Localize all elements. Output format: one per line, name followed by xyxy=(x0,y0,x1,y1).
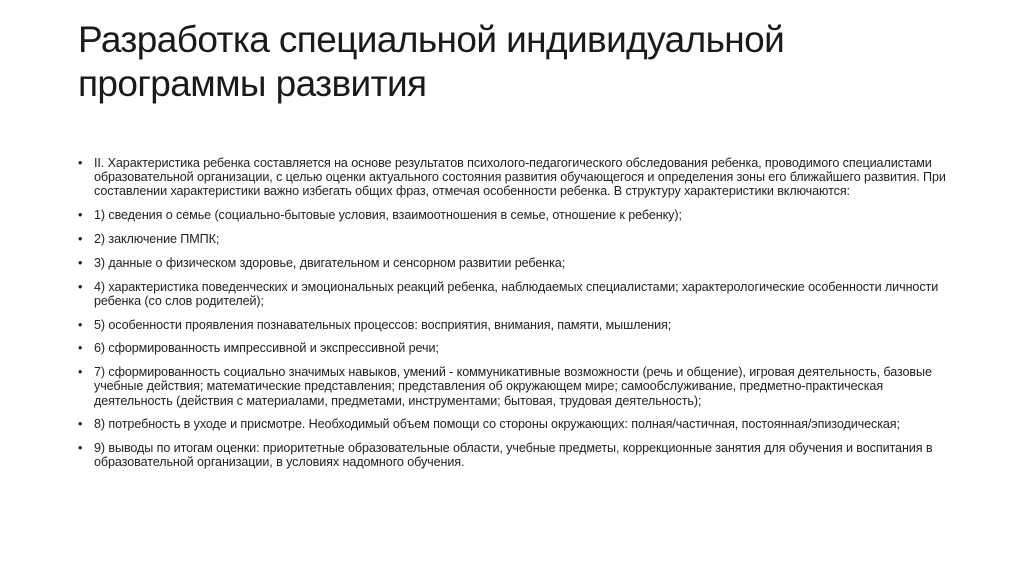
list-item-text: 4) характеристика поведенческих и эмоциональных реакций ребенка, наблюдаемых специалистами; характерологические особенности личности ребенка (со слов родителей); xyxy=(94,279,939,308)
list-item-text: 3) данные о физическом здоровье, двигательном и сенсорном развитии ребенка; xyxy=(94,255,566,270)
list-item xyxy=(78,341,948,355)
list-item xyxy=(78,318,948,332)
list-item-text: II. Характеристика ребенка составляется на основе результатов психолого-педагогического обследования ребенка, проводимого специалистами образовательной организации, с целью оценки актуального состояния развития обучающегося и определения зоны его ближайшего развития. При составлении характеристики важно избегать общих фраз, отмечая особенности ребенка. В структуру характеристики включаются: xyxy=(94,156,946,199)
bullet-icon: • xyxy=(78,279,83,294)
bullet-icon: • xyxy=(78,255,83,270)
list-item xyxy=(78,417,948,431)
bullet-icon: • xyxy=(78,365,83,380)
list-item xyxy=(78,280,948,308)
list-item xyxy=(78,441,948,469)
list-item xyxy=(78,156,948,199)
list-item xyxy=(78,256,948,270)
list-item-text: 2) заключение ПМПК; xyxy=(94,232,220,246)
slide-title: Разработка специальной индивидуальной программы развития xyxy=(78,19,785,104)
list-item-text: 1) сведения о семье (социально-бытовые условия, взаимоотношения в семье, отношение к ребенку); xyxy=(94,208,682,223)
bullet-icon: • xyxy=(78,441,83,456)
list-item xyxy=(78,365,948,408)
list-item-text: 8) потребность в уходе и присмотре. Необходимый объем помощи со стороны окружающих: полная/частичная, постоянная/эпизодическая; xyxy=(94,417,900,432)
bullet-icon: • xyxy=(78,341,83,356)
bullet-icon: • xyxy=(78,208,83,223)
bullet-icon: • xyxy=(78,232,83,246)
list-item-text: 6) сформированность импрессивной и экспрессивной речи; xyxy=(94,341,439,356)
list-item-text: 5) особенности проявления познавательных процессов: восприятия, внимания, памяти, мышления; xyxy=(94,317,672,332)
list-item-text: 7) сформированность социально значимых навыков, умений - коммуникативные возможности (речь и общение), игровая деятельность, базовые учебные действия; математические представления; представления об окружающем мире; самообслуживание, предметно-практическая деятельность (действия с материалами, предметами, инструментами; бытовая, трудовая деятельность); xyxy=(94,365,932,408)
bullet-icon: • xyxy=(78,317,83,332)
bullet-list xyxy=(78,156,948,479)
bullet-icon: • xyxy=(78,156,83,170)
list-item xyxy=(78,208,948,222)
list-item-text: 9) выводы по итогам оценки: приоритетные образовательные области, учебные предметы, коррекционные занятия для обучения и воспитания в образовательной организации, в условиях надомного обучения. xyxy=(94,441,933,470)
list-item xyxy=(78,232,948,246)
bullet-icon: • xyxy=(78,417,83,432)
